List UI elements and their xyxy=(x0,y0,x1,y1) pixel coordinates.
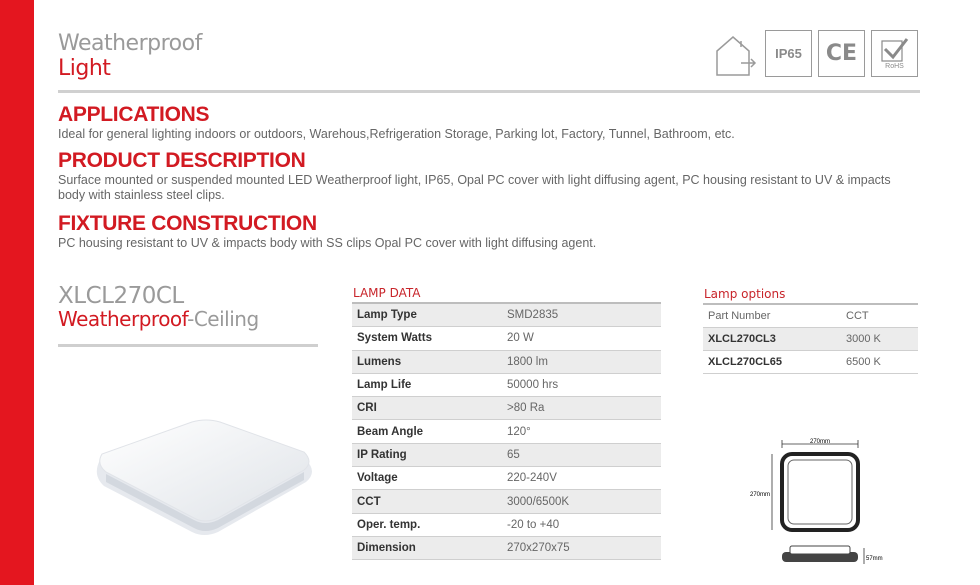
section-heading-fixture-construction: FIXTURE CONSTRUCTION xyxy=(58,212,317,235)
table-row xyxy=(352,327,661,350)
lamp-data-value: 3000/6500K xyxy=(507,495,570,508)
lamp-data-value: 1800 lm xyxy=(507,355,548,368)
model-subtitle xyxy=(58,307,259,331)
table-row xyxy=(352,374,661,397)
lamp-data-value: 20 W xyxy=(507,332,534,345)
section-heading-product-description: PRODUCT DESCRIPTION xyxy=(58,149,306,172)
lamp-option-part: XLCL270CL65 xyxy=(708,356,782,368)
lamp-data-table xyxy=(352,286,661,560)
lamp-data-label: CRI xyxy=(357,402,377,415)
page-title-line2: Light xyxy=(58,56,111,81)
lamp-data-caption: LAMP DATA xyxy=(353,286,421,300)
lamp-data-label: CCT xyxy=(357,495,381,508)
lamp-options-header-part: Part Number xyxy=(708,310,771,322)
section-text-applications: Ideal for general lighting indoors or outdoors, Warehous,Refrigeration Storage, Parking lot, Factory, Tunnel, Bathroom, etc. xyxy=(58,127,735,141)
header-divider xyxy=(58,90,920,93)
rohs-icon xyxy=(871,30,918,77)
model-divider xyxy=(58,344,318,347)
lamp-options-caption: Lamp options xyxy=(704,287,786,301)
table-row xyxy=(703,328,918,351)
model-subtitle-main: Weatherproof xyxy=(58,307,188,331)
table-row xyxy=(352,304,661,327)
width-label: 270mm xyxy=(809,439,831,445)
section-text-fixture-construction: PC housing resistant to UV & impacts body with SS clips Opal PC cover with light diffusing agent. xyxy=(58,236,597,250)
lamp-options-table xyxy=(703,287,918,374)
ce-mark-icon: CE xyxy=(818,30,865,77)
lamp-data-label: IP Rating xyxy=(357,448,407,461)
height-label: 270mm xyxy=(750,492,771,498)
lamp-data-label: Lamp Life xyxy=(357,379,412,392)
table-row xyxy=(703,351,918,374)
lamp-options-header-cct: CCT xyxy=(846,310,869,322)
lamp-data-label: Oper. temp. xyxy=(357,518,421,531)
lamp-options-header-row xyxy=(703,305,918,328)
table-row xyxy=(352,420,661,443)
page-title-line1: Weatherproof xyxy=(58,31,202,56)
depth-label: 57mm xyxy=(866,556,883,562)
lamp-data-value: 120° xyxy=(507,425,531,438)
rohs-label: RoHS xyxy=(885,63,904,70)
table-row xyxy=(352,444,661,467)
lamp-data-value: 50000 hrs xyxy=(507,379,559,392)
model-code: XLCL270CL xyxy=(58,283,184,309)
table-row xyxy=(352,537,661,560)
lamp-option-part: XLCL270CL3 xyxy=(708,333,776,345)
lamp-data-label: Beam Angle xyxy=(357,425,424,438)
section-text-product-description: Surface mounted or suspended mounted LED Weatherproof light, IP65, Opal PC cover with light diffusing agent, PC housing resistant to UV & impacts body with stainless steel clips. xyxy=(58,173,891,202)
table-row xyxy=(352,351,661,374)
indoor-outdoor-house-icon xyxy=(712,30,759,77)
lamp-data-label: System Watts xyxy=(357,332,432,345)
lamp-data-value: 270x270x75 xyxy=(507,542,570,555)
table-row xyxy=(352,467,661,490)
lamp-data-value: -20 to +40 xyxy=(507,518,560,531)
section-heading-applications: APPLICATIONS xyxy=(58,103,210,126)
product-image xyxy=(92,420,322,555)
certification-badges xyxy=(712,30,918,77)
table-row xyxy=(352,397,661,420)
lamp-data-label: Dimension xyxy=(357,542,416,555)
lamp-option-cct: 6500 K xyxy=(846,356,881,368)
lamp-data-value: 65 xyxy=(507,448,520,461)
table-row xyxy=(352,514,661,537)
lamp-data-label: Lamp Type xyxy=(357,309,417,322)
dimension-drawing xyxy=(748,436,883,581)
brand-side-bar xyxy=(0,0,34,585)
lamp-data-value: SMD2835 xyxy=(507,309,559,322)
ip65-icon: IP65 xyxy=(765,30,812,77)
model-subtitle-type: -Ceiling xyxy=(187,307,259,331)
lamp-data-value: >80 Ra xyxy=(507,402,545,415)
lamp-data-label: Voltage xyxy=(357,472,398,485)
lamp-data-value: 220-240V xyxy=(507,472,557,485)
lamp-option-cct: 3000 K xyxy=(846,333,881,345)
lamp-data-label: Lumens xyxy=(357,355,402,368)
table-row xyxy=(352,490,661,513)
